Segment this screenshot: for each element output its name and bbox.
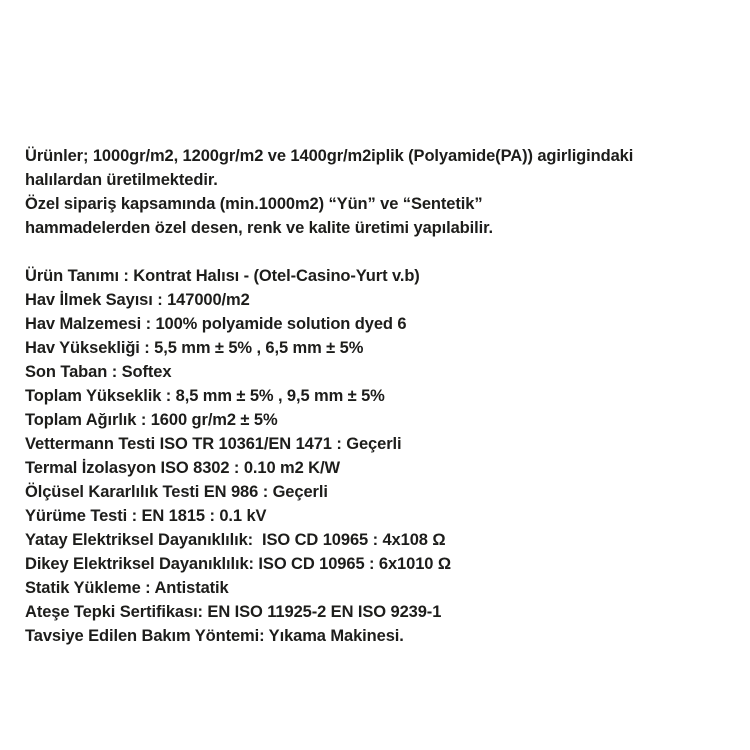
spec-line-hav-malzemesi: Hav Malzemesi : 100% polyamide solution dyed 6 (25, 315, 407, 333)
spec-line-son-taban: Son Taban : Softex (25, 363, 172, 381)
spec-line-statik-yukleme: Statik Yükleme : Antistatik (25, 579, 229, 597)
spec-line-hav-ilmek-sayisi: Hav İlmek Sayısı : 147000/m2 (25, 291, 250, 309)
spec-line-toplam-agirlik: Toplam Ağırlık : 1600 gr/m2 ± 5% (25, 411, 278, 429)
spec-line-vettermann-testi: Vettermann Testi ISO TR 10361/EN 1471 : Geçerli (25, 435, 402, 453)
spec-line-hav-yuksekligi: Hav Yüksekliği : 5,5 mm ± 5% , 6,5 mm ± 5% (25, 339, 364, 357)
intro-line: hammadelerden özel desen, renk ve kalite üretimi yapılabilir. (25, 219, 494, 237)
spec-line-yatay-elektriksel: Yatay Elektriksel Dayanıklılık: ISO CD 10965 : 4x108 Ω (25, 531, 446, 549)
spec-line-toplam-yukseklik: Toplam Yükseklik : 8,5 mm ± 5% , 9,5 mm ± 5% (25, 387, 385, 405)
intro-line: Özel sipariş kapsamında (min.1000m2) “Yün” ve “Sentetik” (25, 195, 483, 213)
spec-line-tavsiye-bakim: Tavsiye Edilen Bakım Yöntemi: Yıkama Makinesi. (25, 627, 404, 645)
spec-line-yurume-testi: Yürüme Testi : EN 1815 : 0.1 kV (25, 507, 267, 525)
blank-line (25, 240, 735, 264)
spec-line-atese-tepki: Ateşe Tepki Sertifikası: EN ISO 11925-2 EN ISO 9239-1 (25, 603, 442, 621)
spec-line-urun-tanimi: Ürün Tanımı : Kontrat Halısı - (Otel-Casino-Yurt v.b) (25, 267, 420, 285)
product-spec-document (25, 144, 735, 648)
spec-line-dikey-elektriksel: Dikey Elektriksel Dayanıklılık: ISO CD 10965 : 6x1010 Ω (25, 555, 451, 573)
intro-line: Ürünler; 1000gr/m2, 1200gr/m2 ve 1400gr/m2iplik (Polyamide(PA)) agirligindaki (25, 147, 634, 165)
spec-line-termal-izolasyon: Termal İzolasyon ISO 8302 : 0.10 m2 K/W (25, 459, 340, 477)
intro-line: halılardan üretilmektedir. (25, 171, 218, 189)
spec-list (25, 264, 735, 648)
intro-paragraph (25, 144, 735, 240)
spec-line-olcusel-kararlilik: Ölçüsel Kararlılık Testi EN 986 : Geçerli (25, 483, 328, 501)
